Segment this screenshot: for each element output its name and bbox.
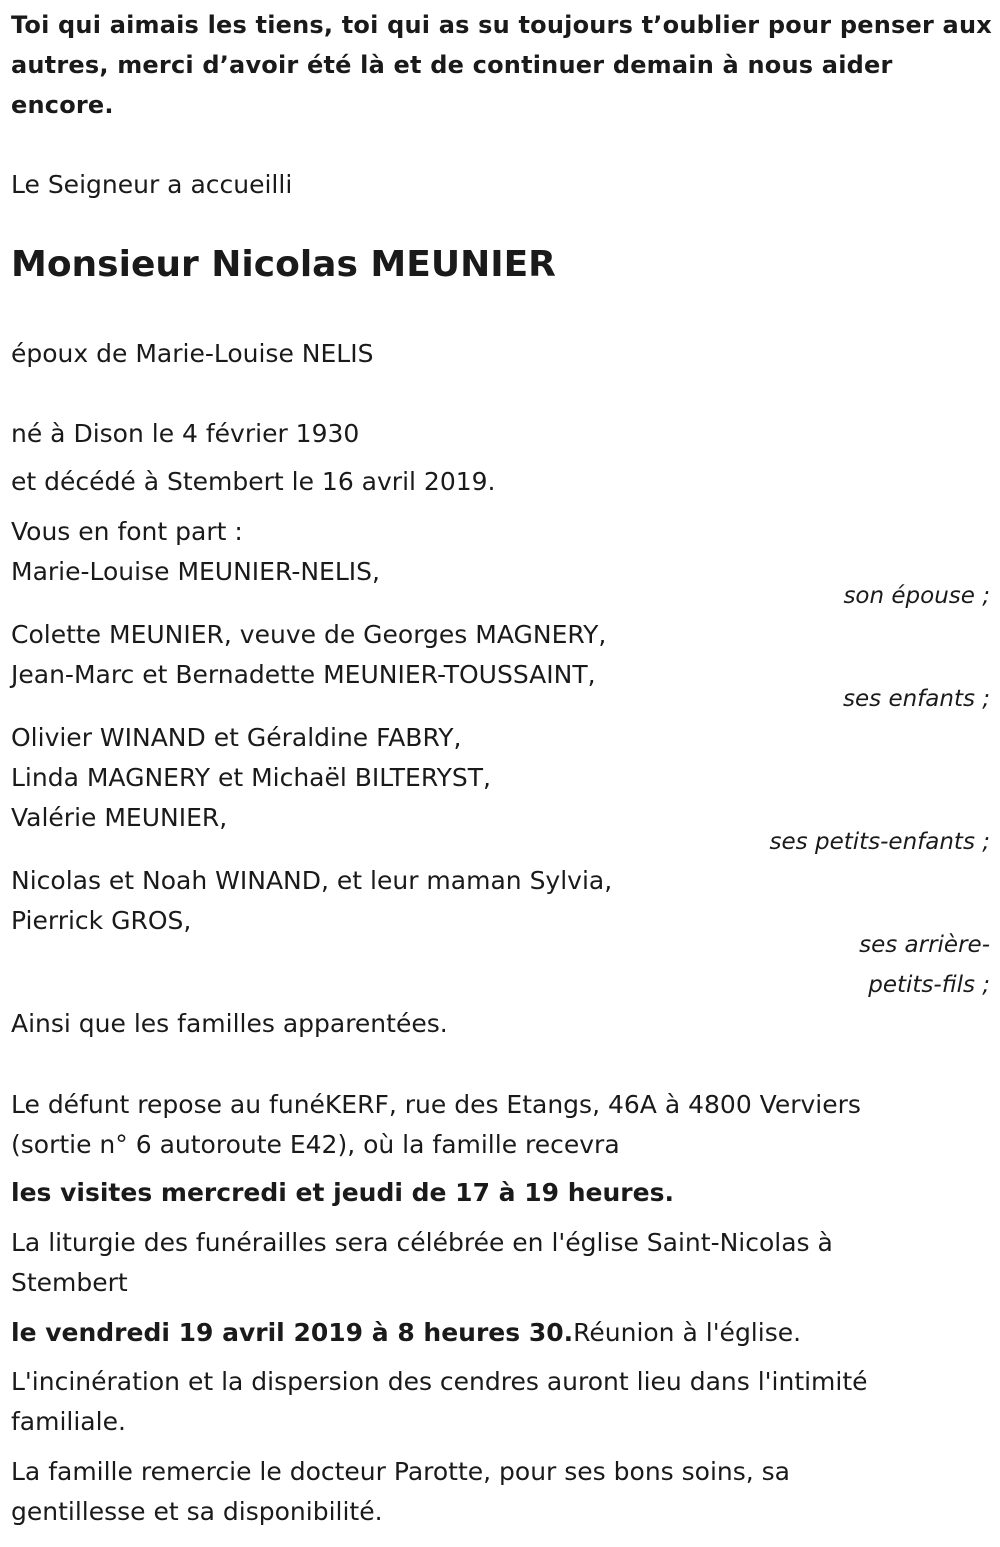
relation-label: son épouse ; (843, 583, 990, 609)
family-name: Nicolas et Noah WINAND, et leur maman Sylvia, (11, 866, 613, 895)
family-name: Pierrick GROS, (11, 906, 192, 935)
relation-label: ses enfants ; (843, 686, 990, 712)
family-name: Jean-Marc et Bernadette MEUNIER-TOUSSAINT, (11, 660, 596, 689)
family-name: Marie-Louise MEUNIER-NELIS, (11, 557, 380, 586)
relation-label-line-1: ses arrière- (859, 932, 990, 958)
liturgy-line-2: Stembert (11, 1268, 128, 1297)
birth-line: né à Dison le 4 février 1930 (11, 419, 360, 448)
liturgy-line-1: La liturgie des funérailles sera célébrée en l'église Saint-Nicolas à (11, 1228, 833, 1257)
family-name: Valérie MEUNIER, (11, 803, 228, 832)
cremation-line-2: familiale. (11, 1407, 126, 1436)
intro-text: Le Seigneur a accueilli (11, 170, 293, 199)
rest-line-1: Le défunt repose au funéKERF, rue des Etangs, 46A à 4800 Verviers (11, 1090, 861, 1119)
relation-label-line-2: petits-fils ; (868, 972, 990, 998)
announce-intro: Vous en font part : (11, 517, 243, 546)
rest-line-2: (sortie n° 6 autoroute E42), où la famille recevra (11, 1130, 620, 1159)
family-name: Colette MEUNIER, veuve de Georges MAGNERY, (11, 620, 607, 649)
ceremony-date: le vendredi 19 avril 2019 à 8 heures 30. (11, 1318, 574, 1347)
spouse-line: époux de Marie-Louise NELIS (11, 339, 374, 368)
thanks-line-2: gentillesse et sa disponibilité. (11, 1497, 383, 1526)
quote-line-2: autres, merci d’avoir été là et de continuer demain à nous aider (11, 51, 893, 79)
quote-line-1: Toi qui aimais les tiens, toi qui as su toujours t’oublier pour penser aux (11, 11, 992, 39)
visits-line: les visites mercredi et jeudi de 17 à 19 heures. (11, 1178, 674, 1207)
death-line: et décédé à Stembert le 16 avril 2019. (11, 467, 496, 496)
cremation-line-1: L'incinération et la dispersion des cendres auront lieu dans l'intimité (11, 1367, 868, 1396)
quote-line-3: encore. (11, 91, 114, 119)
relation-label: ses petits-enfants ; (769, 829, 990, 855)
ceremony-line (11, 1318, 801, 1348)
thanks-line-1: La famille remercie le docteur Parotte, pour ses bons soins, sa (11, 1457, 791, 1486)
families-line: Ainsi que les familles apparentées. (11, 1009, 448, 1038)
family-name: Olivier WINAND et Géraldine FABRY, (11, 723, 462, 752)
deceased-name: Monsieur Nicolas MEUNIER (11, 244, 556, 285)
family-name: Linda MAGNERY et Michaël BILTERYST, (11, 763, 491, 792)
meeting-text: Réunion à l'église. (573, 1318, 802, 1347)
